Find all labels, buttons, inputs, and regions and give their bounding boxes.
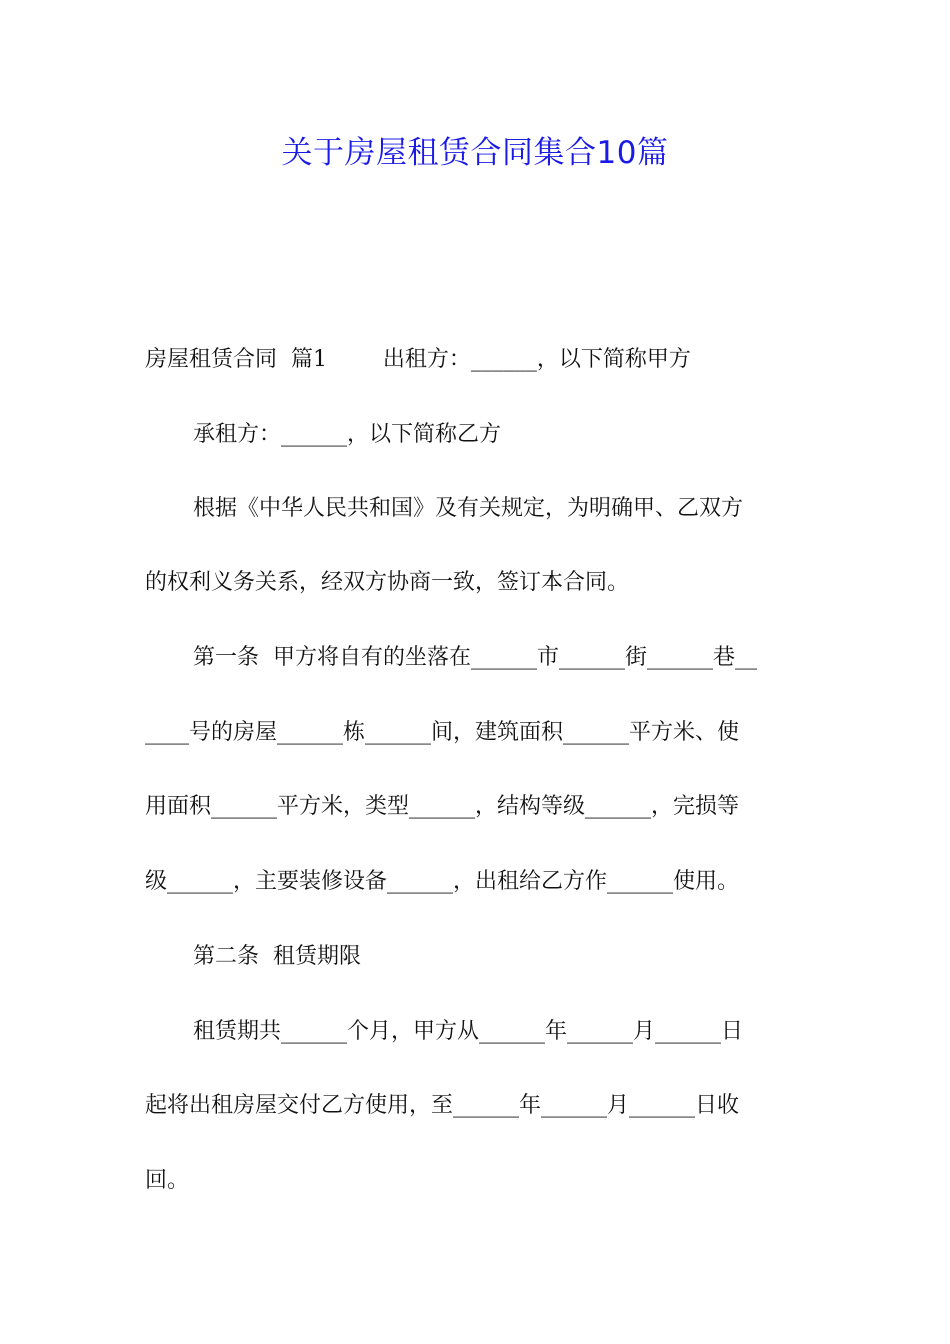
paragraph-line: 回。 [145,1168,190,1193]
lease-term-line: 租赁期共______个月，甲方从______年______月______日 [193,1019,744,1044]
contract-heading-line: 房屋租赁合同 篇1 出租方：______，以下简称甲方 [145,347,691,372]
paragraph-line: 级______，主要装修设备______，出租给乙方作______使用。 [145,869,740,894]
article-two-heading: 第二条 租赁期限 [193,944,361,969]
article-one-line: 第一条 甲方将自有的坐落在______市______街______巷__ [193,645,757,670]
paragraph-line: 的权利义务关系，经双方协商一致，签订本合同。 [145,570,630,595]
document-title: 关于房屋租赁合同集合10篇 [281,135,669,171]
lessee-line: 承租方：______，以下简称乙方 [193,422,502,447]
paragraph-line: ____号的房屋______栋______间，建筑面积______平方米、使 [145,720,740,745]
paragraph-line: 起将出租房屋交付乙方使用，至______年______月______日收 [145,1093,740,1118]
paragraph-line: 根据《中华人民共和国》及有关规定，为明确甲、乙双方 [193,496,744,521]
paragraph-line: 用面积______平方米，类型______，结构等级______，完损等 [145,794,740,819]
